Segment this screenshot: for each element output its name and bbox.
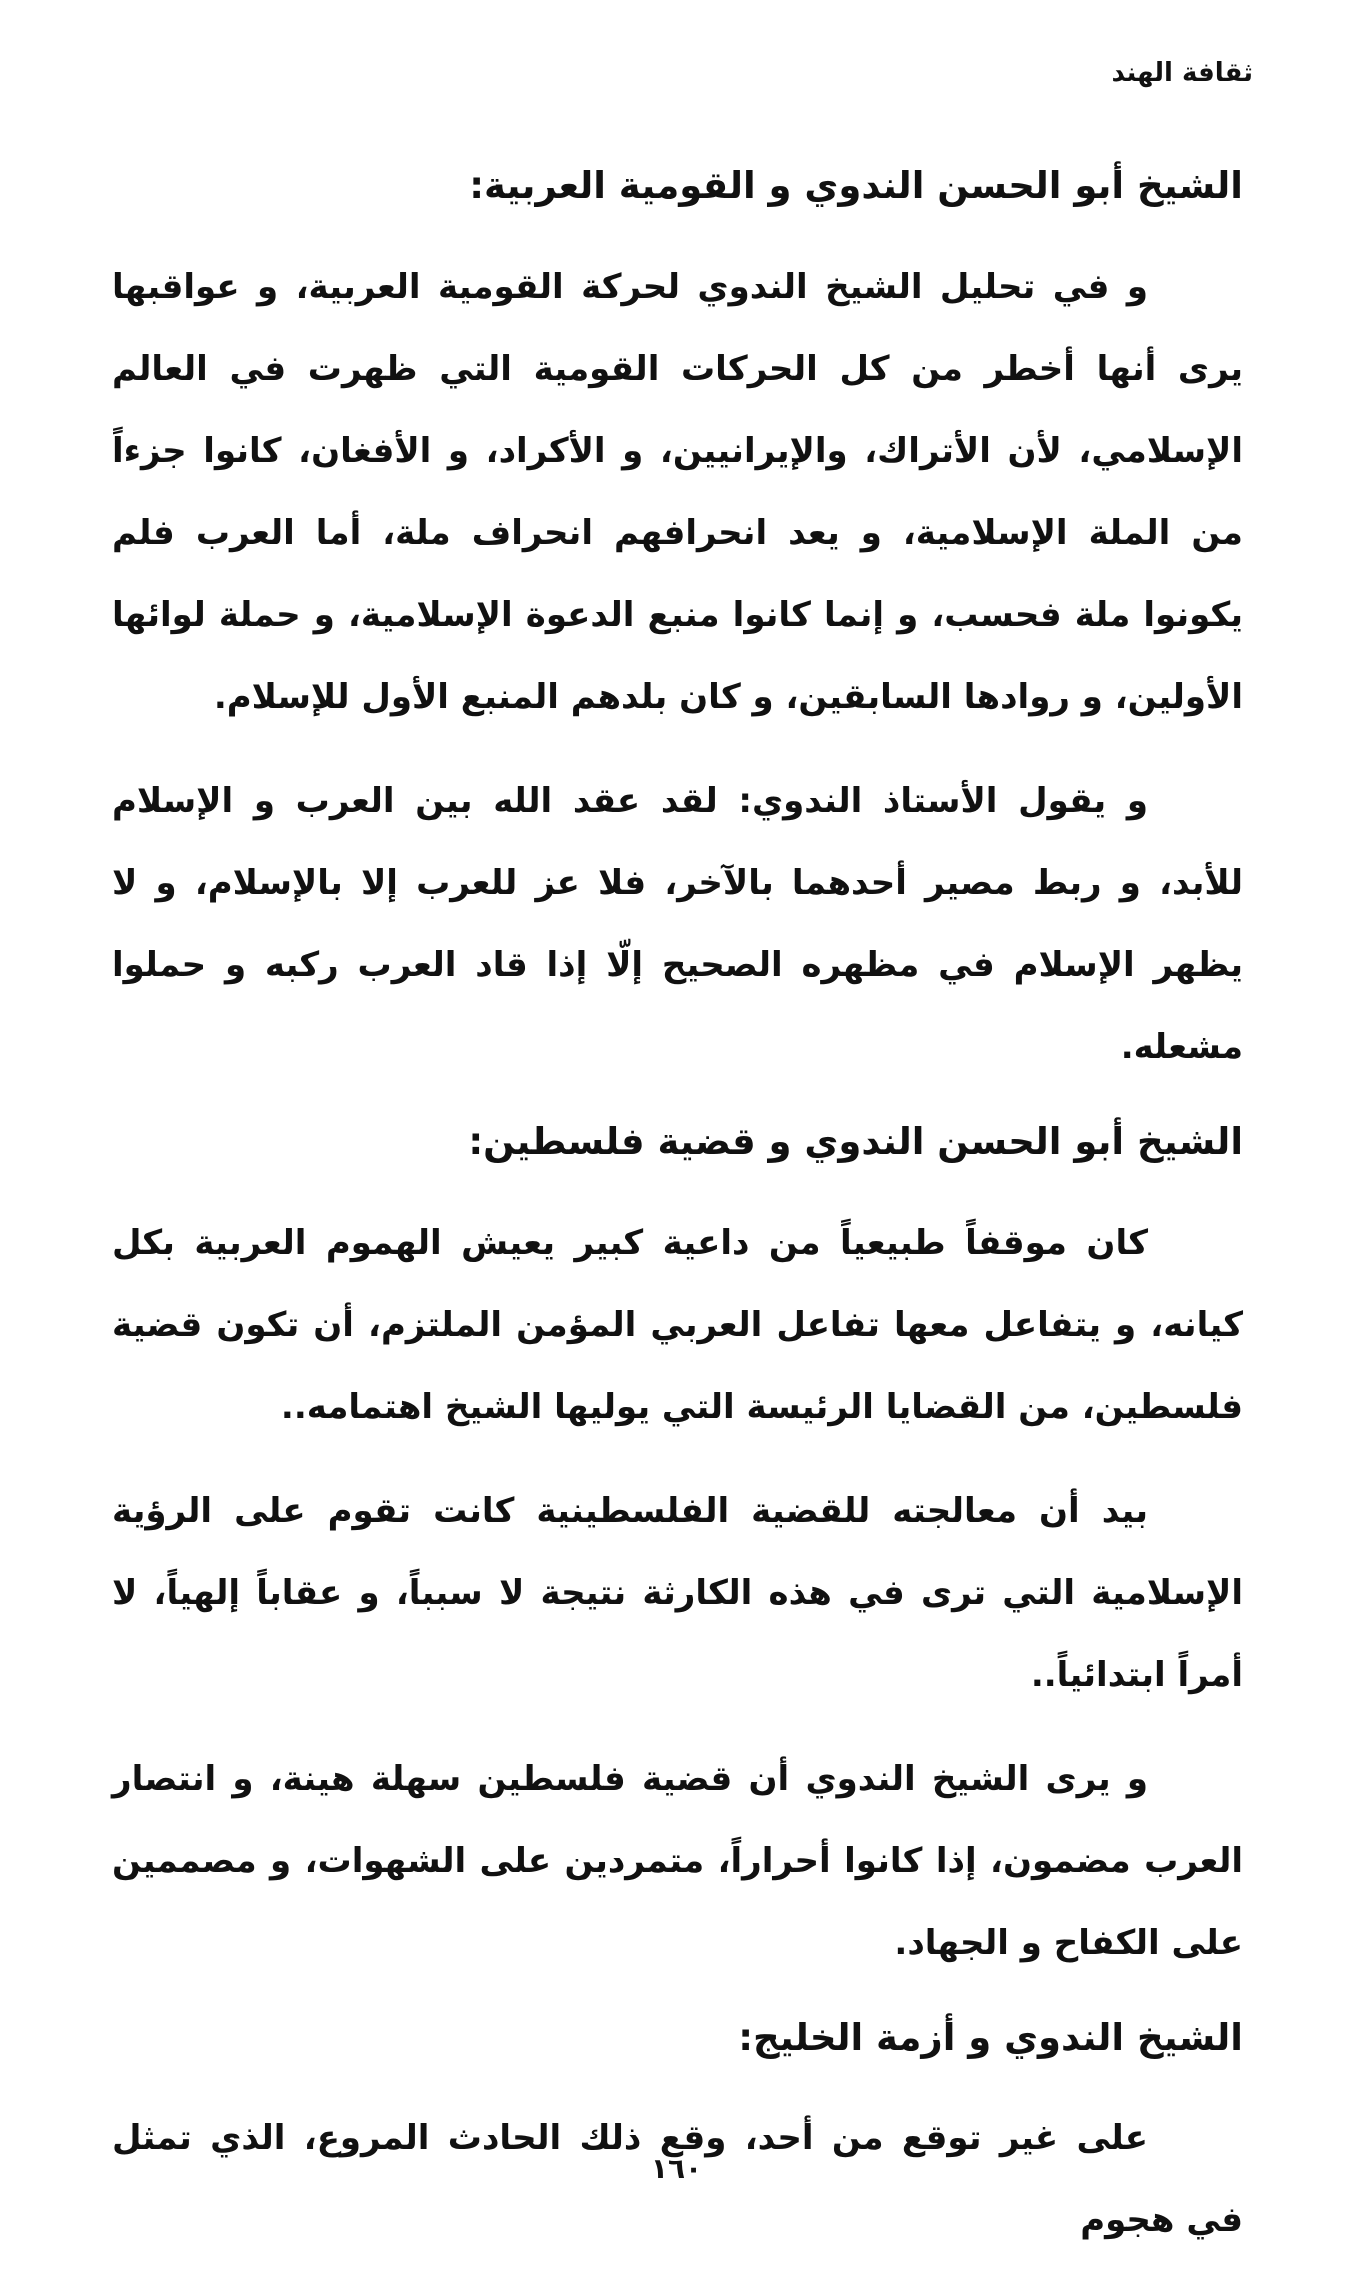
paragraph: بيد أن معالجته للقضية الفلسطينية كانت تقوم على الرؤية الإسلامية التي ترى في هذه الكارثة نتيجة لا سبباً، و عقاباً إلهياً، لا أمراً ابتدائياً.. xyxy=(112,1490,1243,1695)
paragraph: على غير توقع من أحد، وقع ذلك الحادث المروع، الذي تمثل في هجوم xyxy=(112,2118,1243,2241)
paragraph: و في تحليل الشيخ الندوي لحركة القومية العربية، و عواقبها يرى أنها أخطر من كل الحركات القومية التي ظهرت في العالم الإسلامي، لأن الأتراك، والإيرانيين، و الأكراد، و الأفغان، كانوا جزءاً من الملة الإسلامية، و يعد انحرافهم انحراف ملة، أما العرب فلم يكونوا ملة فحسب، و إنما كانوا منبع الدعوة الإسلامية، و حملة لوائها الأولين، و روادها السابقين، و كان بلدهم المنبع الأول للإسلام. xyxy=(112,266,1243,717)
page-number: ١٦٠ xyxy=(650,2152,703,2185)
section-title-palestine: الشيخ أبو الحسن الندوي و قضية فلسطين: xyxy=(468,1119,1243,1163)
page-body xyxy=(112,160,1243,2283)
section-title-arab-nationalism: الشيخ أبو الحسن الندوي و القومية العربية: xyxy=(469,164,1243,207)
section-title-gulf-crisis: الشيخ الندوي و أزمة الخليج: xyxy=(738,2015,1243,2059)
paragraph: و يقول الأستاذ الندوي: لقد عقد الله بين العرب و الإسلام للأبد، و ربط مصير أحدهما بالآخر، فلا عز للعرب إلا بالإسلام، و لا يظهر الإسلام في مظهره الصحيح إلّا إذا قاد العرب ركبه و حملوا مشعله. xyxy=(112,780,1243,1067)
paragraph: و يرى الشيخ الندوي أن قضية فلسطين سهلة هينة، و انتصار العرب مضمون، إذا كانوا أحراراً، متمردين على الشهوات، و مصممين على الكفاح و الجهاد. xyxy=(112,1758,1243,1963)
running-header: ثقافة الهند xyxy=(1111,58,1253,88)
paragraph: كان موقفاً طبيعياً من داعية كبير يعيش الهموم العربية بكل كيانه، و يتفاعل معها تفاعل العربي المؤمن الملتزم، أن تكون قضية فلسطين، من القضايا الرئيسة التي يوليها الشيخ اهتمامه.. xyxy=(112,1222,1243,1427)
